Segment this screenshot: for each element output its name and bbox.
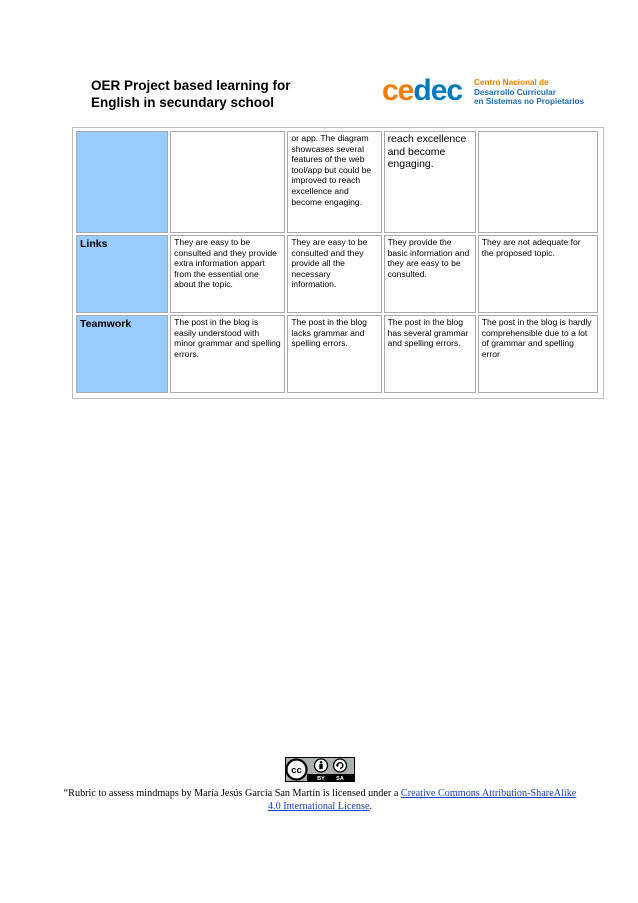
cedec-logo-word-part1: ce (382, 74, 414, 107)
license-link[interactable]: Creative Commons Attribution-ShareAlike 4.0 International License (267, 788, 577, 812)
cedec-logo-sub-line-2: Desarrollo Curricular (474, 87, 556, 97)
cedec-logo-sub-line-3: en Sistemas no Propietarios (474, 97, 585, 106)
rubric-cell: The post in the blog has several grammar and spelling errors. (384, 315, 476, 393)
cc-by-sa-license-badge[interactable] (285, 757, 355, 782)
svg-text:cc: cc (291, 765, 302, 776)
license-text-end: . (369, 801, 373, 812)
table-row (76, 131, 598, 233)
attribution-icon (315, 759, 328, 772)
by-label: BY (317, 776, 325, 782)
row-header-cell: Links (76, 235, 168, 313)
rubric-cell: They are easy to be consulted and they provide all the necessary information. (287, 235, 381, 313)
cedec-logo-subtitle (474, 78, 584, 107)
document-title (91, 77, 341, 111)
license-footer (60, 787, 580, 813)
table-row (76, 235, 598, 313)
row-header-cell (76, 131, 168, 233)
document-title-line-1: OER Project based learning for (91, 78, 291, 93)
row-header-cell: Teamwork (76, 315, 168, 393)
rubric-cell: reach excellence and become engaging. (384, 131, 476, 233)
rubric-cell (478, 131, 598, 233)
cedec-logo-word (382, 74, 462, 108)
cedec-logo (382, 74, 585, 108)
rubric-cell: The post in the blog lacks grammar and spelling errors. (287, 315, 381, 393)
rubric-cell: The post in the blog is easily understood with minor grammar and spelling errors. (170, 315, 285, 393)
sa-label: SA (336, 776, 344, 782)
rubric-cell: They provide the basic information and they are easy to be consulted. (384, 235, 476, 313)
rubric-table-frame (72, 127, 604, 399)
rubric-cell: The post in the blog is hardly comprehensible due to a lot of grammar and spelling error (478, 315, 598, 393)
rubric-cell: or app. The diagram showcases several features of the web tool/app but could be improved to reach excellence and become engaging. (287, 131, 381, 233)
share-alike-icon (334, 759, 347, 772)
table-row (76, 315, 598, 393)
rubric-cell: They are not adequate for the proposed topic. (478, 235, 598, 313)
document-title-line-2: English in secundary school (91, 95, 275, 110)
rubric-table (74, 129, 600, 395)
cedec-logo-sub-line-1: Centro Nacional de (474, 78, 549, 87)
rubric-cell: They are easy to be consulted and they provide extra information appart from the essential one about the topic. (170, 235, 285, 313)
license-text: “Rubric to assess mindmaps by María Jesús García San Martín is licensed under a (63, 788, 401, 799)
rubric-cell (170, 131, 285, 233)
cedec-logo-word-part2: dec (413, 74, 463, 107)
